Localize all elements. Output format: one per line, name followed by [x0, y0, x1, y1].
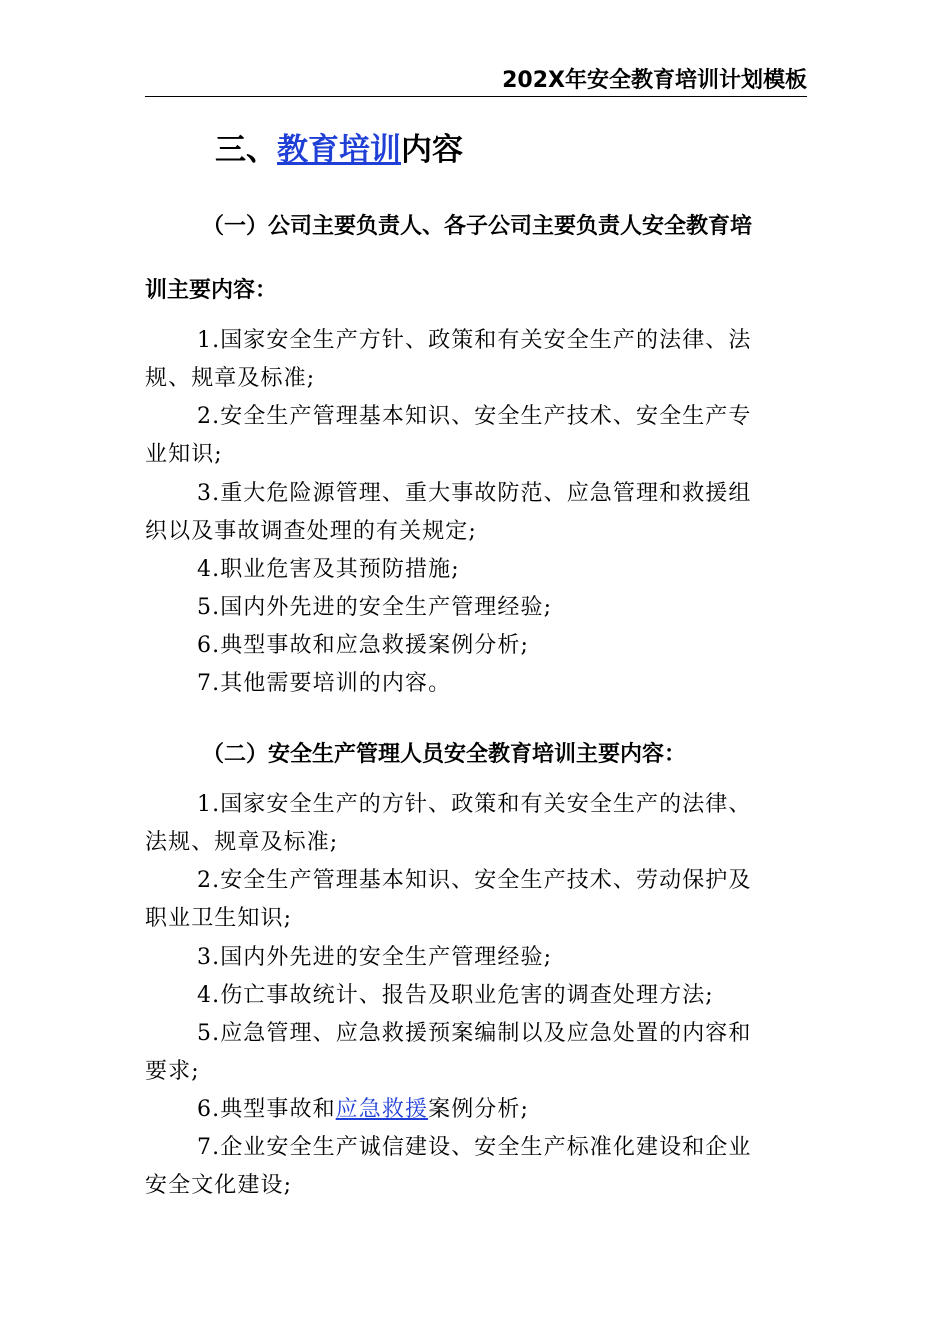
section-title-suffix: 内容 [401, 132, 463, 168]
item-line [145, 1091, 807, 1129]
item-line: 5.应急管理、应急救援预案编制以及应急处置的内容和 [197, 1021, 752, 1046]
part1-item-3 [145, 475, 807, 551]
section-title-prefix: 三、 [215, 132, 277, 168]
item-line: 3.重大危险源管理、重大事故防范、应急管理和救援组 [197, 481, 752, 506]
item-line: 职业卫生知识; [145, 906, 293, 931]
part1-item-4 [145, 551, 807, 589]
part2-title-line: （二）安全生产管理人员安全教育培训主要内容： [202, 742, 687, 767]
item-line: 要求; [145, 1059, 200, 1084]
item-line: 6.典型事故和应急救援案例分析; [197, 633, 530, 658]
part2-item-2 [145, 862, 807, 938]
item-line: 7.其他需要培训的内容。 [197, 671, 452, 696]
header-divider [145, 96, 807, 97]
section-title [215, 128, 463, 172]
part1-title-line1: （一）公司主要负责人、各子公司主要负责人安全教育培 [202, 214, 753, 239]
item6-text-after: 案例分析; [428, 1097, 530, 1122]
item-line: 安全文化建设; [145, 1173, 293, 1198]
part1-item-5 [145, 589, 807, 627]
item-line: 1.国家安全生产方针、政策和有关安全生产的法律、法 [197, 328, 752, 353]
item6-text-before: 6.典型事故和 [197, 1097, 336, 1122]
item-line: 7.企业安全生产诚信建设、安全生产标准化建设和企业 [197, 1135, 752, 1160]
part2-item-3 [145, 939, 807, 977]
item-line: 3.国内外先进的安全生产管理经验; [197, 945, 553, 970]
item-line: 2.安全生产管理基本知识、安全生产技术、安全生产专 [197, 404, 752, 429]
page-header-title: 202X年安全教育培训计划模板 [502, 68, 807, 93]
item-line: 4.职业危害及其预防措施; [197, 557, 460, 582]
part1-item-6 [145, 627, 807, 665]
part1-item-1 [145, 322, 807, 398]
item-line: 业知识; [145, 442, 223, 467]
item-line: 2.安全生产管理基本知识、安全生产技术、劳动保护及 [197, 868, 752, 893]
item-line: 织以及事故调查处理的有关规定; [145, 519, 477, 544]
part2-item-6 [145, 1091, 807, 1129]
part1-item-7 [145, 665, 807, 703]
item-line: 5.国内外先进的安全生产管理经验; [197, 595, 553, 620]
part2-item-5 [145, 1015, 807, 1091]
item-line: 4.伤亡事故统计、报告及职业危害的调查处理方法; [197, 983, 714, 1008]
part2-item-7 [145, 1129, 807, 1205]
emergency-rescue-link[interactable]: 应急救援 [335, 1097, 429, 1122]
part1-title-line2: 训主要内容： [145, 278, 278, 303]
part1-item-2 [145, 398, 807, 474]
item-line: 法规、规章及标准; [145, 830, 339, 855]
part2-item-4 [145, 977, 807, 1015]
part2-item-1 [145, 786, 807, 862]
item-line: 1.国家安全生产的方针、政策和有关安全生产的法律、 [197, 792, 752, 817]
education-training-link[interactable]: 教育培训 [277, 132, 401, 168]
item-line: 规、规章及标准; [145, 366, 316, 391]
